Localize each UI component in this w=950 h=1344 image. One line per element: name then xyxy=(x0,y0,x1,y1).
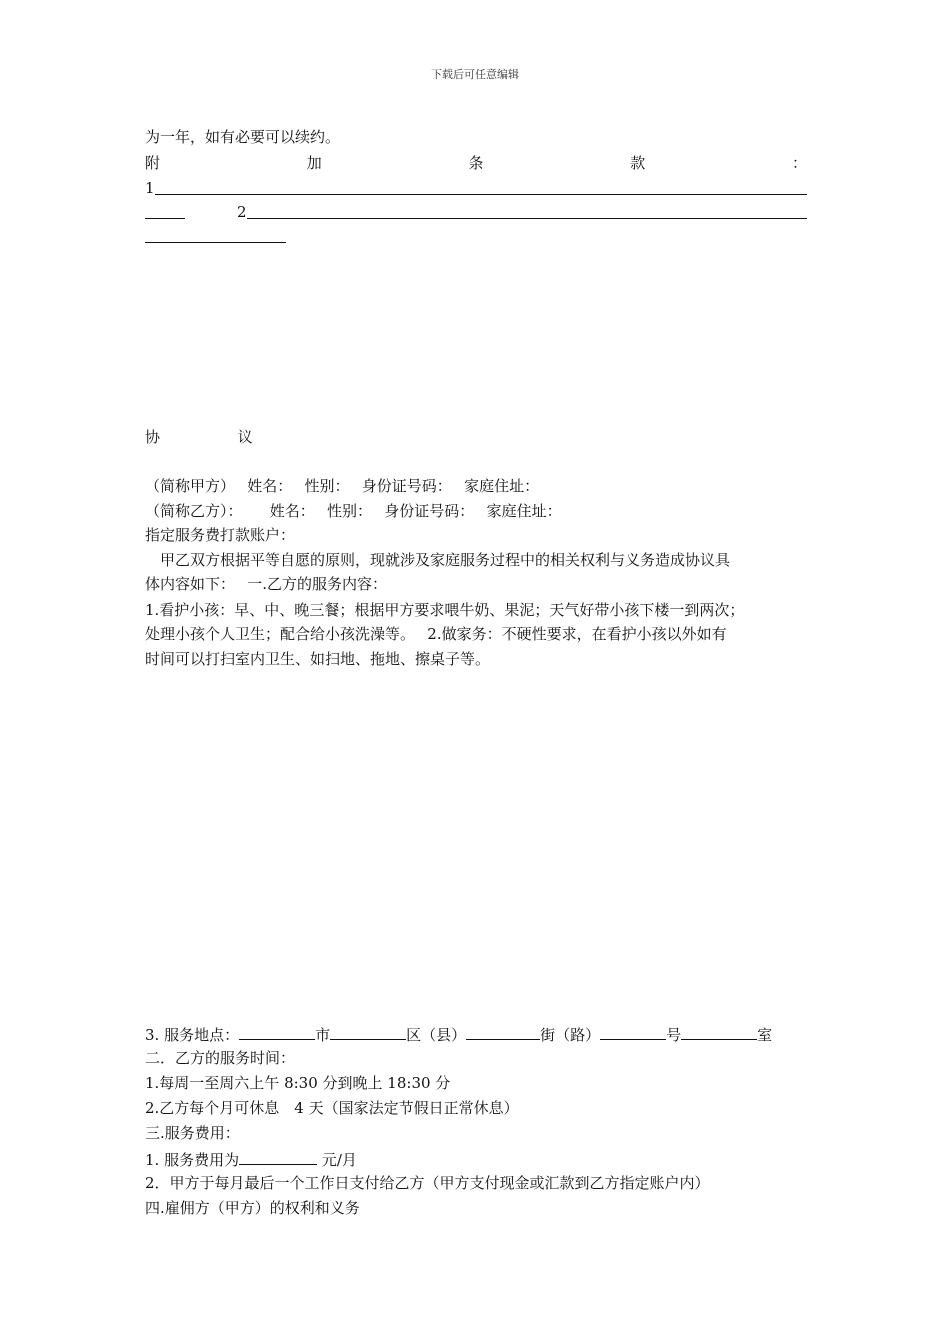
care-line-2: 处理小孩个人卫生；配合给小孩洗澡等。 2.做家务：不硬性要求，在看护小孩以外如有 xyxy=(145,625,727,643)
employer-heading: 四.雇佣方（甲方）的权利和义务 xyxy=(145,1199,360,1217)
number-blank xyxy=(600,1023,666,1040)
extra-term-2-cont xyxy=(145,226,807,248)
extra-terms-char: 款 xyxy=(630,154,646,172)
party-a-line: （简称甲方） 姓名： 性别： 身份证号码： 家庭住址： xyxy=(145,477,540,495)
room-blank xyxy=(681,1023,757,1040)
city-blank xyxy=(239,1023,315,1040)
fee-blank xyxy=(239,1148,317,1165)
fee-line-1 xyxy=(145,1148,807,1170)
extra-terms-char: 加 xyxy=(306,154,322,172)
room-label: 室 xyxy=(757,1026,773,1044)
title-char: 协 xyxy=(145,428,161,446)
blank-line xyxy=(155,178,807,195)
fee-heading: 三.服务费用： xyxy=(145,1124,240,1142)
city-label: 市 xyxy=(315,1026,331,1044)
location-label: 3. 服务地点： xyxy=(145,1026,240,1044)
intro-line-2: 体内容如下： 一.乙方的服务内容： xyxy=(145,575,388,593)
service-time-2: 2.乙方每个月可休息 4 天（国家法定节假日正常休息） xyxy=(145,1099,519,1117)
page-header-note: 下载后可任意编辑 xyxy=(431,68,519,81)
extra-terms-char: 附 xyxy=(145,154,161,172)
extra-terms-heading xyxy=(145,153,807,173)
party-b-line: （简称乙方）： 姓名： 性别： 身份证号码： 家庭住址： xyxy=(145,502,562,520)
extra-term-2 xyxy=(145,202,807,222)
care-line-1: 1.看护小孩：早、中、晚三餐；根据甲方要求喂牛奶、果泥；天气好带小孩下楼一到两次； xyxy=(145,601,745,619)
street-label: 街（路） xyxy=(540,1026,601,1044)
care-line-3: 时间可以打扫室内卫生、如扫地、拖地、擦桌子等。 xyxy=(145,650,491,668)
title-char: 议 xyxy=(237,428,253,446)
extra-terms-char: 条 xyxy=(468,154,484,172)
agreement-title xyxy=(145,427,807,447)
extra-term-2-number: 2 xyxy=(237,203,247,221)
service-time-1: 1.每周一至周六上午 8:30 分到晚上 18:30 分 xyxy=(145,1074,451,1092)
fee-line-2: 2．甲方于每月最后一个工作日支付给乙方（甲方支付现金或汇款到乙方指定账户内） xyxy=(145,1174,710,1192)
fee-prefix: 1. 服务费用为 xyxy=(145,1151,240,1169)
service-location-line xyxy=(145,1023,807,1045)
blank-line xyxy=(145,202,185,219)
fee-suffix: 元/月 xyxy=(317,1151,357,1169)
blank-line xyxy=(145,226,286,243)
district-label: 区（县） xyxy=(406,1026,467,1044)
district-blank xyxy=(330,1023,406,1040)
service-time-heading: 二．乙方的服务时间： xyxy=(145,1049,296,1067)
number-label: 号 xyxy=(666,1026,682,1044)
street-blank xyxy=(466,1023,540,1040)
account-line: 指定服务费打款账户： xyxy=(145,526,296,544)
intro-line-1: 甲乙双方根据平等自愿的原则，现就涉及家庭服务过程中的相关权利与义务造成协议具 xyxy=(145,551,731,569)
extra-terms-char: ： xyxy=(791,154,807,172)
extra-term-1-number: 1 xyxy=(145,179,155,197)
extra-term-1 xyxy=(145,178,807,198)
continuation-line: 为一年，如有必要可以续约。 xyxy=(145,128,341,146)
blank-line xyxy=(247,202,807,219)
